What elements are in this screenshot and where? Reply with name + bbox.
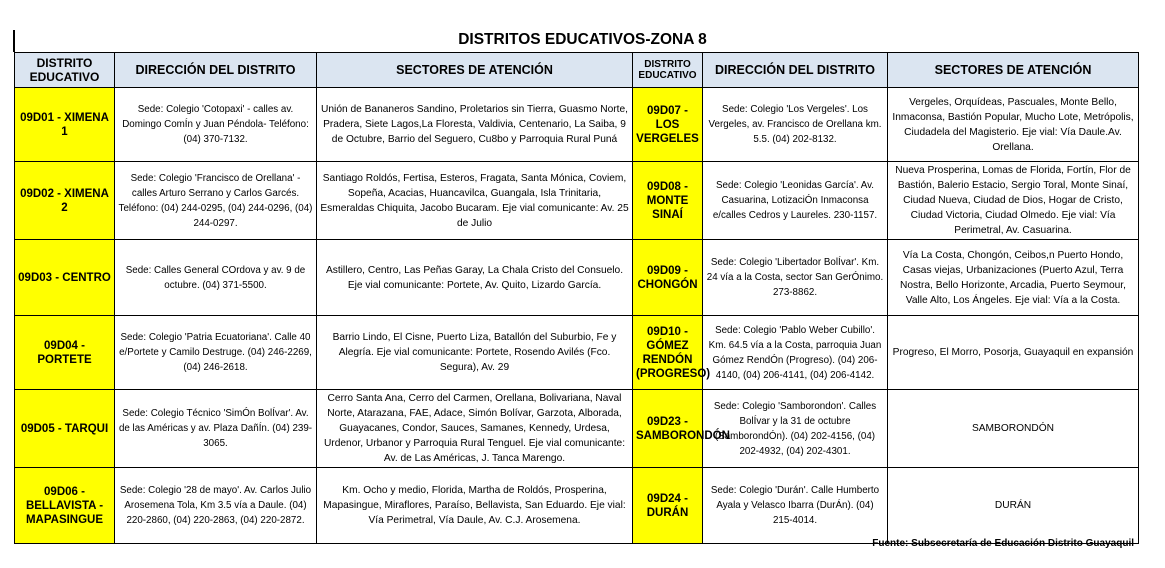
district-sectors: Santiago Roldós, Fertisa, Esteros, Fragata, Santa Mónica, Coviem, Sopeña, Acacias, Huancavilca, Guangala, Isla Trinitaria, Esmeraldas Chiquita, Jacobo Bucaram. Eje vial comunicante: Av. 25 de Julio xyxy=(317,162,633,240)
district-sectors: DURÁN xyxy=(888,468,1139,544)
district-address: Sede: Colegio 'Leonidas García'. Av. Casuarina, LotizaciÓn Inmaconsa e/calles Cedros y Laureles. 230-1157. xyxy=(703,162,888,240)
district-sectors: Barrio Lindo, El Cisne, Puerto Liza, Batallón del Suburbio, Fe y Alegría. Eje vial comunicante: Portete, Rosendo Avilés (Fco. Segura), Av. 29 xyxy=(317,316,633,390)
district-code: 09D24 - DURÁN xyxy=(633,468,703,544)
header-distrito-left: DISTRITO EDUCATIVO xyxy=(15,53,115,88)
district-sectors: Unión de Bananeros Sandino, Proletarios sin Tierra, Guasmo Norte, Pradera, Siete Lagos,La Floresta, Valdivia, Centenario, La Saiba, 9 de Octubre, Barrio del Seguero, Cu8bo y Parroquia Rural Puná xyxy=(317,88,633,162)
header-direccion-left: DIRECCIÓN DEL DISTRITO xyxy=(115,53,317,88)
district-code: 09D03 - CENTRO xyxy=(15,240,115,316)
district-code: 09D06 - BELLAVISTA - MAPASINGUE xyxy=(15,468,115,544)
district-address: Sede: Calles General COrdova y av. 9 de octubre. (04) 371-5500. xyxy=(115,240,317,316)
district-sectors: Vergeles, Orquídeas, Pascuales, Monte Bello, Inmaconsa, Bastión Popular, Mucho Lote, Metrópolis, Ciudadela del Magisterio. Eje vial: Vía Daule.Av. Orellana. xyxy=(888,88,1139,162)
district-sectors: SAMBORONDÓN xyxy=(888,390,1139,468)
district-code: 09D09 - CHONGÓN xyxy=(633,240,703,316)
header-direccion-right: DIRECCIÓN DEL DISTRITO xyxy=(703,53,888,88)
district-code: 09D07 - LOS VERGELES xyxy=(633,88,703,162)
district-address: Sede: Colegio 'Los Vergeles'. Los Vergeles, av. Francisco de Orellana km. 5.5. (04) 202-8132. xyxy=(703,88,888,162)
district-sectors: Progreso, El Morro, Posorja, Guayaquil en expansión xyxy=(888,316,1139,390)
district-address: Sede: Colegio 'Cotopaxi' - calles av. Domingo ComÍn y Juan Péndola- Teléfono: (04) 370-7132. xyxy=(115,88,317,162)
districts-table xyxy=(14,52,1139,544)
table-row xyxy=(15,316,1139,390)
table-row xyxy=(15,162,1139,240)
district-code: 09D01 - XIMENA 1 xyxy=(15,88,115,162)
page-title: DISTRITOS EDUCATIVOS-ZONA 8 xyxy=(458,31,707,48)
district-address: Sede: Colegio 'Libertador BolÍvar'. Km. 24 vía a la Costa, sector San GerÓnimo. 273-8862. xyxy=(703,240,888,316)
district-code: 09D05 - TARQUI xyxy=(15,390,115,468)
district-sectors: Nueva Prosperina, Lomas de Florida, Fortín, Flor de Bastión, Balerio Estacio, Sergio Toral, Monte Sinaí, Ciudad Nueva, Ciudad de Dios, Hogar de Cristo, Ciudad Victoria, Ciudad Olmedo. Eje vial: Vía Perimetral, Av. Casuarina. xyxy=(888,162,1139,240)
district-code: 09D08 - MONTE SINAÍ xyxy=(633,162,703,240)
header-distrito-right: DISTRITO EDUCATIVO xyxy=(633,53,703,88)
header-sectores-left: SECTORES DE ATENCIÓN xyxy=(317,53,633,88)
district-address: Sede: Colegio 'Francisco de Orellana' - calles Arturo Serrano y Carlos Garcés. Teléfono: (04) 244-0295, (04) 244-0296, (04) 244-0297. xyxy=(115,162,317,240)
source-note: Fuente: Subsecretaría de Educación Distrito Guayaquil xyxy=(872,538,1134,549)
district-sectors: Astillero, Centro, Las Peñas Garay, La Chala Cristo del Consuelo. Eje vial comunicante: Portete, Av. Quito, Lizardo García. xyxy=(317,240,633,316)
table-row xyxy=(15,390,1139,468)
district-address: Sede: Colegio Técnico 'SimÓn BolÍvar'. Av. de las Américas y av. Plaza DañÍn. (04) 239-3065. xyxy=(115,390,317,468)
header-sectores-right: SECTORES DE ATENCIÓN xyxy=(888,53,1139,88)
district-code: 09D04 - PORTETE xyxy=(15,316,115,390)
district-sectors: Vía La Costa, Chongón, Ceibos,n Puerto Hondo, Casas viejas, Urbanizaciones (Puerto Azul, Terra Nostra, Bello Horizonte, Arcadia, Puerto Seymour, Valle Alto, Los Ángeles. Eje vial: Vía a la Costa. xyxy=(888,240,1139,316)
district-address: Sede: Colegio 'Patria Ecuatoriana'. Calle 40 e/Portete y Camilo Destruge. (04) 246-2269, (04) 246-2618. xyxy=(115,316,317,390)
district-address: Sede: Colegio 'Pablo Weber Cubillo'. Km. 64.5 vía a la Costa, parroquia Juan Gómez RendÓn (Progreso). (04) 206-4140, (04) 206-4141, (04) 206-4142. xyxy=(703,316,888,390)
district-address: Sede: Colegio 'Samborondon'. Calles BolÍvar y la 31 de octubre (SamborondÓn). (04) 202-4156, (04) 202-4932, (04) 202-4301. xyxy=(703,390,888,468)
district-code: 09D02 - XIMENA 2 xyxy=(15,162,115,240)
district-code: 09D23 - SAMBORONDÓN xyxy=(633,390,703,468)
table-row xyxy=(15,88,1139,162)
district-address: Sede: Colegio '28 de mayo'. Av. Carlos Julio Arosemena Tola, Km 3.5 vía a Daule. (04) 220-2860, (04) 220-2863, (04) 220-2872. xyxy=(115,468,317,544)
table-row xyxy=(15,468,1139,544)
district-sectors: Km. Ocho y medio, Florida, Martha de Roldós, Prosperina, Mapasingue, Miraflores, Paraíso, Bellavista, San Eduardo. Eje vial: Vía Perimetral, Vía Daule, Av. C.J. Arosemena. xyxy=(317,468,633,544)
district-sectors: Cerro Santa Ana, Cerro del Carmen, Orellana, Bolivariana, Naval Norte, Atarazana, FAE, Adace, Simón Bolívar, Garzota, Alborada, Guayacanes, Condor, Sauces, Samanes, Kennedy, Urdesa, Urdenor, Urbanor y Parroquia Rural Tenguel. Eje vial comunicante: Av. de Las Américas, J. Tanca Marengo. xyxy=(317,390,633,468)
district-address: Sede: Colegio 'Durán'. Calle Humberto Ayala y Velasco Ibarra (DurÁn). (04) 215-4014. xyxy=(703,468,888,544)
district-code: 09D10 - GÓMEZ RENDÓN (PROGRESO) xyxy=(633,316,703,390)
header-row xyxy=(15,53,1139,88)
table-row xyxy=(15,240,1139,316)
